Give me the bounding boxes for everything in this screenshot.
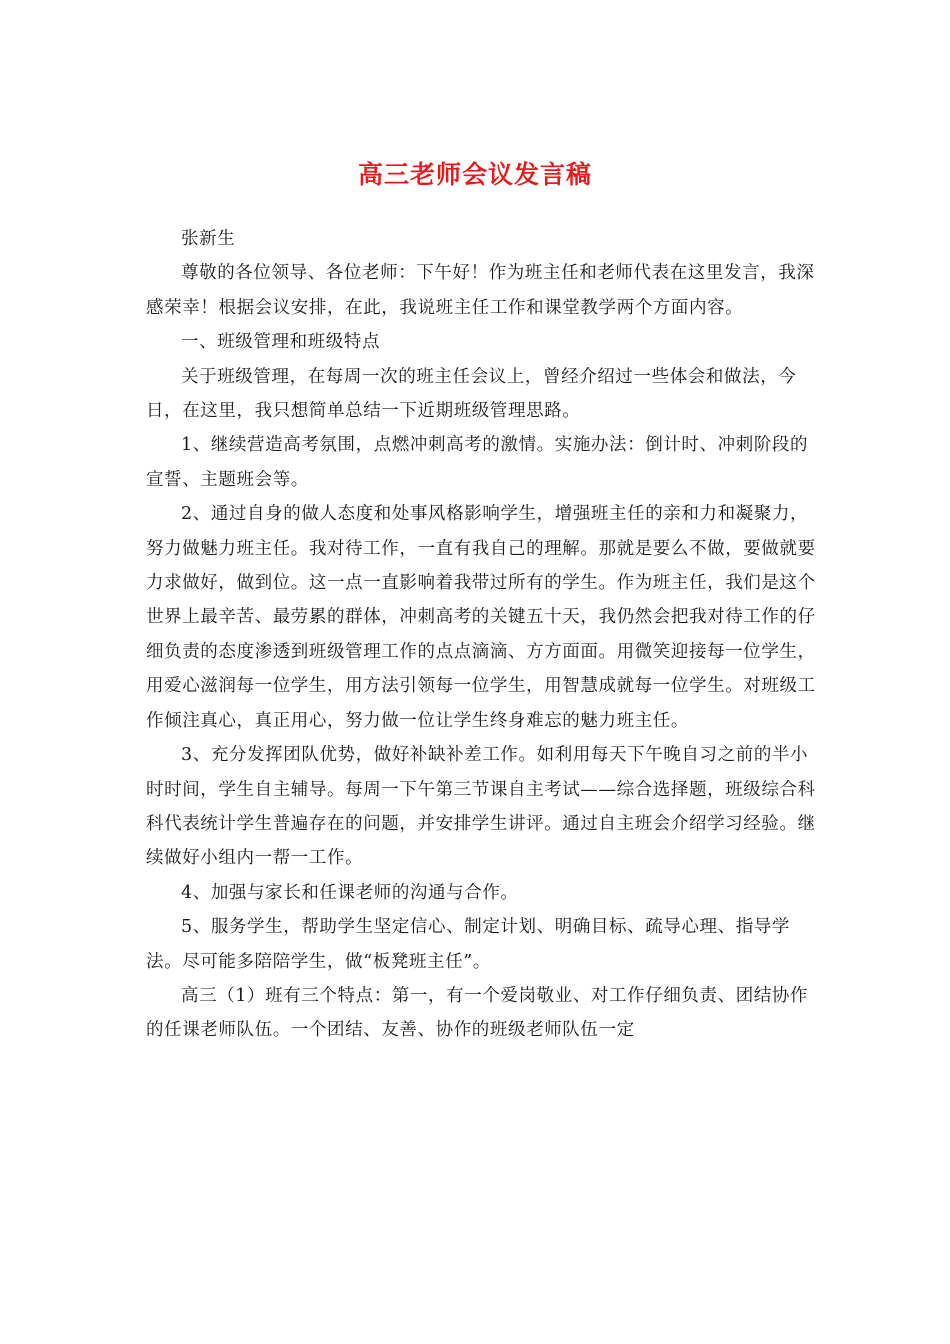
paragraph-point-3: 3、充分发挥团队优势，做好补缺补差工作。如利用每天下午晚自习之前的半小时时间，学生自主辅导。每周一下午第三节课自主考试——综合选择题，班级综合科科代表统计学生普遍存在的问题，并安排学生讲评。通过自主班会介绍学习经验。继续做好小组内一帮一工作。 [146, 745, 816, 869]
document-body [146, 222, 826, 1048]
section-heading-1: 一、班级管理和班级特点 [181, 332, 381, 353]
author-line: 张新生 [181, 229, 236, 249]
paragraph-class-management: 关于班级管理，在每周一次的班主任会议上，曾经介绍过一些体会和做法，今日，在这里，我只想简单总结一下近期班级管理思路。 [146, 366, 797, 422]
document-title: 高三老师会议发言稿 [357, 160, 592, 189]
paragraph-point-1: 1、继续营造高考氛围，点燃冲刺高考的激情。实施办法：倒计时、冲刺阶段的宣誓、主题班会等。 [146, 435, 809, 490]
paragraph-point-2: 2、通过自身的做人态度和处事风格影响学生，增强班主任的亲和力和凝聚力，努力做魅力班主任。我对待工作，一直有我自己的理解。那就是要么不做，要做就要力求做好，做到位。这一点一直影响着我带过所有的学生。作为班主任，我们是这个世界上最辛苦、最劳累的群体，冲刺高考的关键五十天，我仍然会把我对待工作的仔细负责的态度渗透到班级管理工作的点点滴滴、方方面面。用微笑迎接每一位学生，用爱心滋润每一位学生，用方法引领每一位学生，用智慧成就每一位学生。对班级工作倾注真心，真正用心，努力做一位让学生终身难忘的魅力班主任。 [146, 504, 816, 731]
paragraph-class-features: 高三（1）班有三个特点：第一，有一个爱岗敬业、对工作仔细负责、团结协作的任课老师队伍。一个团结、友善、协作的班级老师队伍一定 [146, 985, 809, 1041]
greeting-paragraph: 尊敬的各位领导、各位老师：下午好！作为班主任和老师代表在这里发言，我深感荣幸！根据会议安排，在此，我说班主任工作和课堂教学两个方面内容。 [146, 263, 815, 318]
paragraph-point-5: 5、服务学生，帮助学生坚定信心、制定计划、明确目标、疏导心理、指导学法。尽可能多陪陪学生，做“板凳班主任”。 [146, 917, 791, 972]
paragraph-point-4: 4、加强与家长和任课老师的沟通与合作。 [181, 882, 519, 903]
